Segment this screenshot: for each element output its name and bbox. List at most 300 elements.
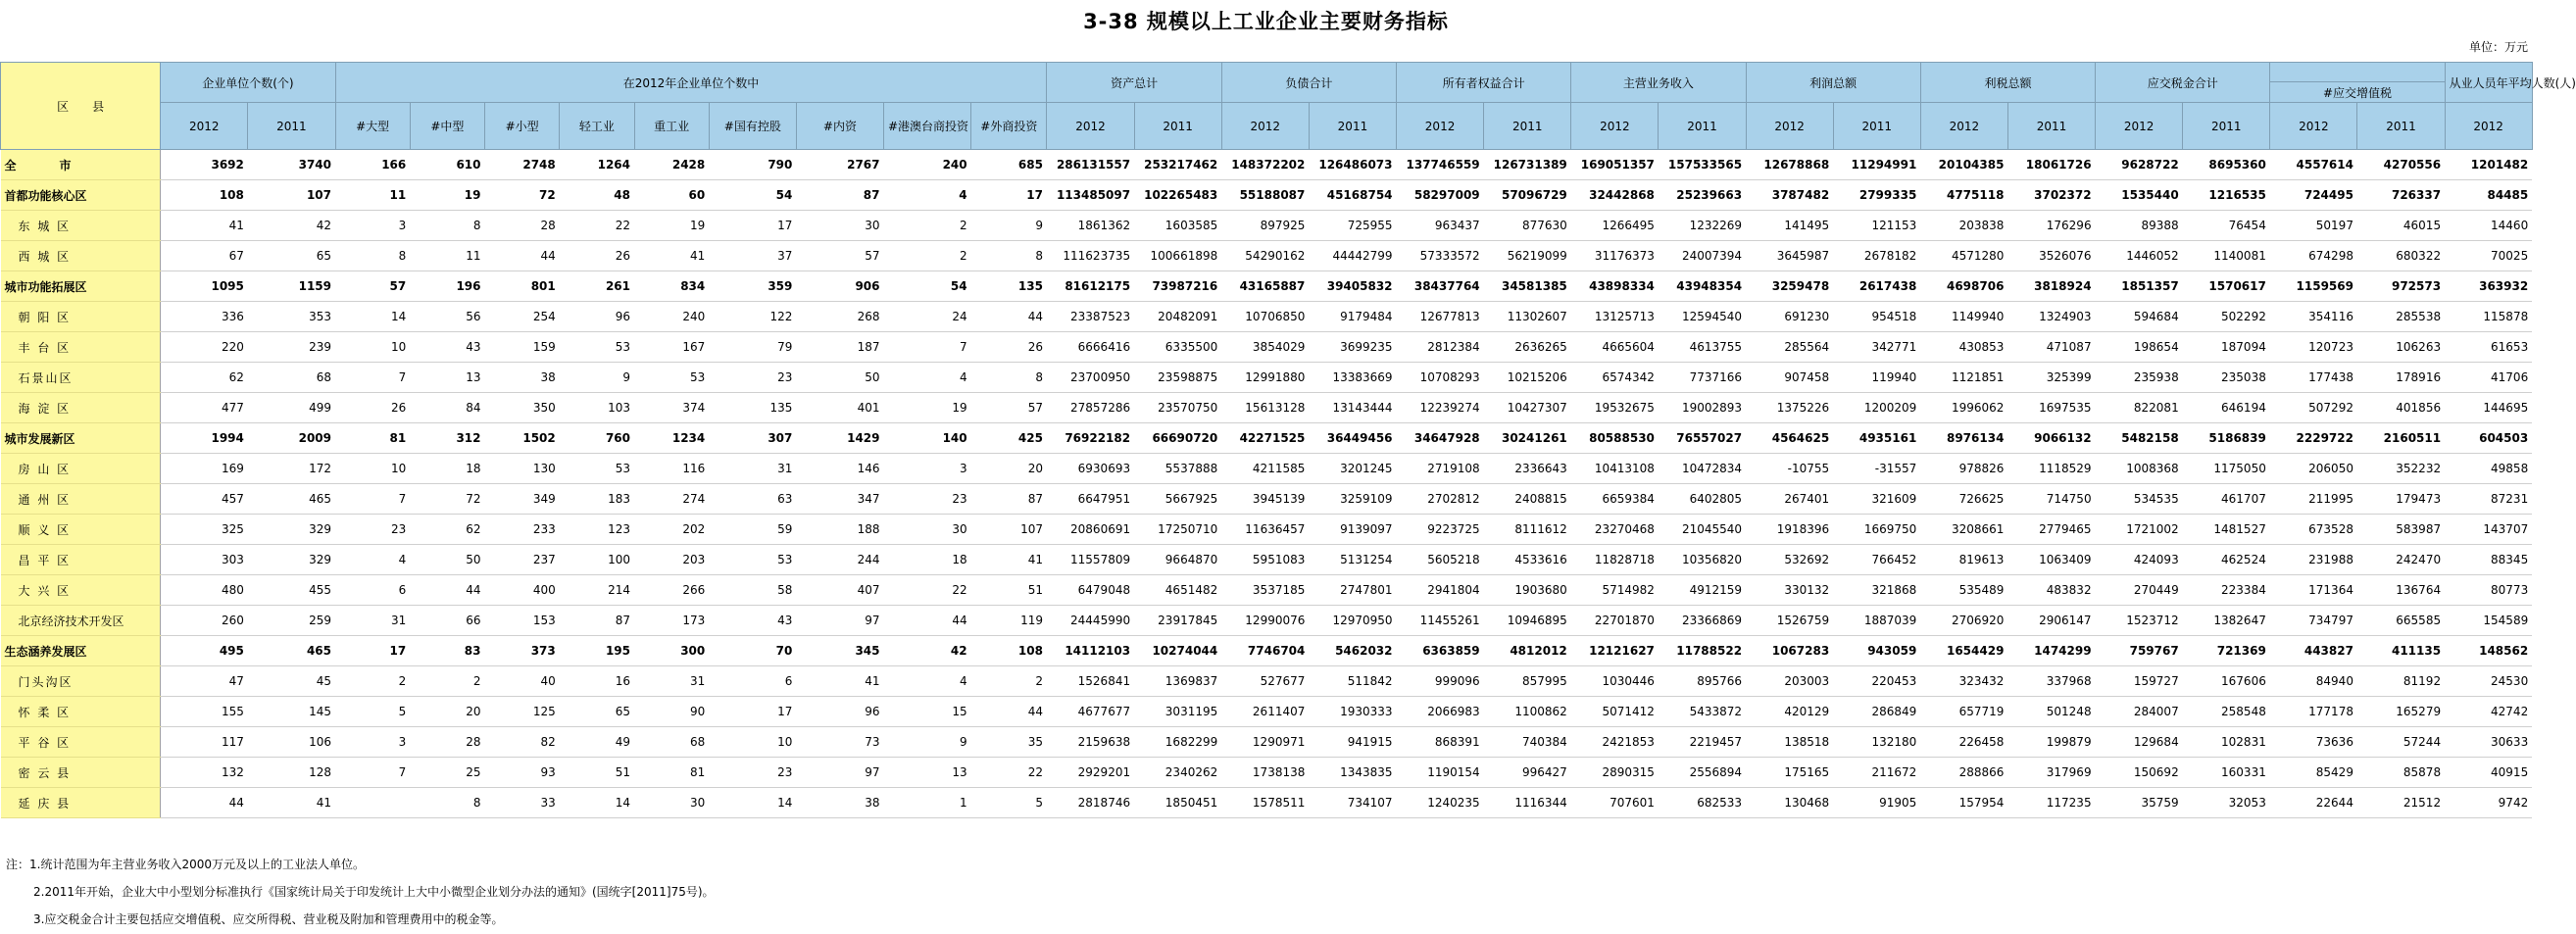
table-cell: 646194 — [2183, 393, 2270, 423]
table-cell: 3031195 — [1134, 697, 1221, 727]
table-cell: 10274044 — [1134, 636, 1221, 666]
table-cell: 179473 — [2357, 484, 2445, 515]
table-cell: 8 — [971, 363, 1047, 393]
table-cell: 23 — [335, 515, 410, 545]
table-cell: 665585 — [2357, 606, 2445, 636]
region-name: 北京经济技术开发区 — [1, 606, 161, 636]
table-cell: 68 — [248, 363, 335, 393]
table-cell: 11828718 — [1571, 545, 1659, 575]
table-cell: 154589 — [2445, 606, 2532, 636]
table-cell: 103 — [560, 393, 634, 423]
table-row — [1, 241, 2533, 271]
table-cell: 1063409 — [2007, 545, 2095, 575]
table-cell: 160331 — [2183, 758, 2270, 788]
table-cell: 457 — [161, 484, 248, 515]
table-cell: 4564625 — [1746, 423, 1833, 454]
table-cell: 107 — [248, 180, 335, 211]
table-cell: 325399 — [2007, 363, 2095, 393]
table-cell: 10706850 — [1221, 302, 1309, 332]
table-cell: 148562 — [2445, 636, 2532, 666]
table-cell: 44 — [410, 575, 484, 606]
table-cell: 84 — [410, 393, 484, 423]
table-cell: 167 — [634, 332, 709, 363]
header-year-2011: 2011 — [1134, 103, 1221, 150]
table-cell: 307 — [709, 423, 796, 454]
table-cell: 16 — [560, 666, 634, 697]
table-cell: 1067283 — [1746, 636, 1833, 666]
table-cell: 2702812 — [1397, 484, 1484, 515]
table-cell — [335, 788, 410, 818]
table-cell: 1216535 — [2183, 180, 2270, 211]
table-row — [1, 606, 2533, 636]
table-cell: 42742 — [2445, 697, 2532, 727]
table-row — [1, 697, 2533, 727]
region-name: 城市功能拓展区 — [1, 271, 161, 302]
table-cell: 9742 — [2445, 788, 2532, 818]
table-row — [1, 454, 2533, 484]
header-year-2012: 2012 — [1397, 103, 1484, 150]
table-cell: 132180 — [1833, 727, 1920, 758]
header-assets: 资产总计 — [1047, 63, 1221, 103]
table-row — [1, 758, 2533, 788]
table-row — [1, 393, 2533, 423]
table-cell: 23 — [709, 363, 796, 393]
table-cell: 10 — [335, 332, 410, 363]
table-row — [1, 211, 2533, 241]
table-cell: 5667925 — [1134, 484, 1221, 515]
table-cell: 2229722 — [2270, 423, 2357, 454]
table-cell: 202 — [634, 515, 709, 545]
table-row — [1, 545, 2533, 575]
table-cell: 349 — [485, 484, 560, 515]
region-name: 大 兴 区 — [1, 575, 161, 606]
table-cell: 2611407 — [1221, 697, 1309, 727]
table-cell: 996427 — [1484, 758, 1571, 788]
table-cell: 14460 — [2445, 211, 2532, 241]
table-cell: 465 — [248, 636, 335, 666]
table-cell: 30 — [884, 515, 971, 545]
table-cell: 4557614 — [2270, 150, 2357, 180]
table-cell: 223384 — [2183, 575, 2270, 606]
region-name: 延 庆 县 — [1, 788, 161, 818]
table-cell: 66690720 — [1134, 423, 1221, 454]
table-cell: 680322 — [2357, 241, 2445, 271]
table-cell: 34581385 — [1484, 271, 1571, 302]
table-cell: 1851357 — [2096, 271, 2183, 302]
table-cell: 285564 — [1746, 332, 1833, 363]
table-cell: 4571280 — [1920, 241, 2007, 271]
table-cell: 57096729 — [1484, 180, 1571, 211]
table-cell: 502292 — [2183, 302, 2270, 332]
table-cell: 790 — [709, 150, 796, 180]
table-cell: 123 — [560, 515, 634, 545]
table-cell: 726337 — [2357, 180, 2445, 211]
table-cell: 239 — [248, 332, 335, 363]
table-cell: 471087 — [2007, 332, 2095, 363]
region-name: 朝 阳 区 — [1, 302, 161, 332]
table-cell: 6363859 — [1397, 636, 1484, 666]
region-name: 密 云 县 — [1, 758, 161, 788]
table-cell: 11455261 — [1397, 606, 1484, 636]
table-cell: 116 — [634, 454, 709, 484]
table-row — [1, 302, 2533, 332]
table-cell: 20 — [971, 454, 1047, 484]
header-sub-8: #外商投资 — [971, 103, 1047, 150]
table-cell: 2706920 — [1920, 606, 2007, 636]
table-cell: 66 — [410, 606, 484, 636]
table-cell: 9 — [971, 211, 1047, 241]
table-cell: 1603585 — [1134, 211, 1221, 241]
table-cell: 73 — [796, 727, 883, 758]
table-cell: 33 — [485, 788, 560, 818]
table-cell: 120723 — [2270, 332, 2357, 363]
table-cell: 137746559 — [1397, 150, 1484, 180]
table-cell: 10946895 — [1484, 606, 1571, 636]
table-cell: 57 — [796, 241, 883, 271]
table-cell: 1996062 — [1920, 393, 2007, 423]
table-cell: 286849 — [1833, 697, 1920, 727]
table-cell: 30241261 — [1484, 423, 1571, 454]
table-cell: 1343835 — [1309, 758, 1396, 788]
footnote-2: 2.2011年开始，企业大中小型划分标准执行《国家统计局关于印发统计上大中小微型企业划分办法的通知》(国统字[2011]75号)。 — [33, 885, 715, 899]
table-cell: 57 — [971, 393, 1047, 423]
table-cell: 2159638 — [1047, 727, 1134, 758]
table-cell: 15613128 — [1221, 393, 1309, 423]
table-cell: 3945139 — [1221, 484, 1309, 515]
table-cell: 44 — [971, 697, 1047, 727]
table-cell: 54 — [709, 180, 796, 211]
table-cell: 1526841 — [1047, 666, 1134, 697]
table-cell: 50 — [410, 545, 484, 575]
table-cell: 1159569 — [2270, 271, 2357, 302]
table-cell: 122 — [709, 302, 796, 332]
table-cell: 10427307 — [1484, 393, 1571, 423]
table-cell: 260 — [161, 606, 248, 636]
table-cell: 119940 — [1833, 363, 1920, 393]
table-cell: 6335500 — [1134, 332, 1221, 363]
table-cell: 18 — [410, 454, 484, 484]
table-cell: 12121627 — [1571, 636, 1659, 666]
table-cell: 172 — [248, 454, 335, 484]
table-row — [1, 666, 2533, 697]
table-cell: 6930693 — [1047, 454, 1134, 484]
table-cell: 4 — [335, 545, 410, 575]
table-cell: 9628722 — [2096, 150, 2183, 180]
table-cell: 5482158 — [2096, 423, 2183, 454]
table-cell: 20482091 — [1134, 302, 1221, 332]
table-cell: 954518 — [1833, 302, 1920, 332]
table-cell: 44442799 — [1309, 241, 1396, 271]
table-cell: 70 — [709, 636, 796, 666]
table-cell: 288866 — [1920, 758, 2007, 788]
table-cell: 59 — [709, 515, 796, 545]
table-cell: 22 — [971, 758, 1047, 788]
table-cell: 1008368 — [2096, 454, 2183, 484]
table-row — [1, 332, 2533, 363]
table-cell: 126731389 — [1484, 150, 1571, 180]
table-cell: 1290971 — [1221, 727, 1309, 758]
table-cell: 501248 — [2007, 697, 2095, 727]
table-cell: 5537888 — [1134, 454, 1221, 484]
table-cell: 24007394 — [1659, 241, 1746, 271]
table-cell: 2890315 — [1571, 758, 1659, 788]
table-cell: 19532675 — [1571, 393, 1659, 423]
table-cell: 511842 — [1309, 666, 1396, 697]
financial-indicators-table — [0, 62, 2576, 818]
table-cell: 1523712 — [2096, 606, 2183, 636]
table-cell: 13143444 — [1309, 393, 1396, 423]
table-cell: 91905 — [1833, 788, 1920, 818]
table-cell: 9 — [560, 363, 634, 393]
table-cell: 430853 — [1920, 332, 2007, 363]
table-cell: 76557027 — [1659, 423, 1746, 454]
table-cell: 68 — [634, 727, 709, 758]
table-cell: 721369 — [2183, 636, 2270, 666]
header-equity: 所有者权益合计 — [1397, 63, 1571, 103]
header-year-2012: 2012 — [1571, 103, 1659, 150]
table-cell: 28 — [410, 727, 484, 758]
region-name: 顺 义 区 — [1, 515, 161, 545]
table-cell: 41 — [796, 666, 883, 697]
table-cell: 1264 — [560, 150, 634, 180]
table-cell: 1190154 — [1397, 758, 1484, 788]
table-cell: 6659384 — [1571, 484, 1659, 515]
table-cell: 81 — [335, 423, 410, 454]
table-cell: 499 — [248, 393, 335, 423]
table-cell: 13125713 — [1571, 302, 1659, 332]
table-cell: 42 — [248, 211, 335, 241]
table-row — [1, 180, 2533, 211]
table-cell: 70025 — [2445, 241, 2532, 271]
table-cell: 53 — [560, 454, 634, 484]
table-cell: 51 — [971, 575, 1047, 606]
table-row — [1, 271, 2533, 302]
region-name: 西 城 区 — [1, 241, 161, 271]
header-sub-3: 轻工业 — [560, 103, 634, 150]
table-cell: 157954 — [1920, 788, 2007, 818]
table-cell: 507292 — [2270, 393, 2357, 423]
table-cell: 259 — [248, 606, 335, 636]
header-revenue: 主营业务收入 — [1571, 63, 1746, 103]
table-cell: 76454 — [2183, 211, 2270, 241]
table-cell: 146 — [796, 454, 883, 484]
table-cell: 5186839 — [2183, 423, 2270, 454]
table-cell: 8976134 — [1920, 423, 2007, 454]
table-cell: 963437 — [1397, 211, 1484, 241]
table-cell: 1738138 — [1221, 758, 1309, 788]
table-cell: 268 — [796, 302, 883, 332]
table-cell: 19 — [410, 180, 484, 211]
table-cell: 165279 — [2357, 697, 2445, 727]
table-cell: 100661898 — [1134, 241, 1221, 271]
table-cell: 1382647 — [2183, 606, 2270, 636]
table-cell: 480 — [161, 575, 248, 606]
table-cell: 6647951 — [1047, 484, 1134, 515]
table-cell: 1669750 — [1833, 515, 1920, 545]
table-cell: 12991880 — [1221, 363, 1309, 393]
table-cell: 113485097 — [1047, 180, 1134, 211]
table-cell: 65 — [248, 241, 335, 271]
region-name: 门头沟区 — [1, 666, 161, 697]
table-cell: 231988 — [2270, 545, 2357, 575]
table-cell: 10413108 — [1571, 454, 1659, 484]
table-cell: 3201245 — [1309, 454, 1396, 484]
table-cell: 65 — [560, 697, 634, 727]
table-cell: 240 — [884, 150, 971, 180]
table-cell: 906 — [796, 271, 883, 302]
table-cell: 22644 — [2270, 788, 2357, 818]
table-cell: 407 — [796, 575, 883, 606]
table-cell: 128 — [248, 758, 335, 788]
table-cell: 159727 — [2096, 666, 2183, 697]
table-cell: 178916 — [2357, 363, 2445, 393]
table-cell: 3 — [884, 454, 971, 484]
table-cell: 144695 — [2445, 393, 2532, 423]
table-cell: 80588530 — [1571, 423, 1659, 454]
table-cell: 11294991 — [1833, 150, 1920, 180]
table-cell: 9179484 — [1309, 302, 1396, 332]
table-cell: 115878 — [2445, 302, 2532, 332]
region-name: 石景山区 — [1, 363, 161, 393]
table-cell: 3702372 — [2007, 180, 2095, 211]
table-cell: 31176373 — [1571, 241, 1659, 271]
table-cell: 50197 — [2270, 211, 2357, 241]
table-cell: 274 — [634, 484, 709, 515]
table-cell: 2340262 — [1134, 758, 1221, 788]
table-cell: 2799335 — [1833, 180, 1920, 211]
table-body — [1, 150, 2533, 818]
table-cell: 329 — [248, 545, 335, 575]
table-cell: 36449456 — [1309, 423, 1396, 454]
table-cell: 401856 — [2357, 393, 2445, 423]
table-cell: 5951083 — [1221, 545, 1309, 575]
header-year-2011: 2011 — [1833, 103, 1920, 150]
table-cell: 25 — [410, 758, 484, 788]
header-sub-1: #中型 — [410, 103, 484, 150]
table-cell: 18061726 — [2007, 150, 2095, 180]
table-cell: 10 — [709, 727, 796, 758]
table-cell: 374 — [634, 393, 709, 423]
table-cell: 43165887 — [1221, 271, 1309, 302]
header-year-2011: 2011 — [2183, 103, 2270, 150]
header-year-2011: 2011 — [1659, 103, 1746, 150]
table-cell: 61653 — [2445, 332, 2532, 363]
table-cell: 14 — [335, 302, 410, 332]
table-cell: 26 — [971, 332, 1047, 363]
footnote-1: 注：1.统计范围为年主营业务收入2000万元及以上的工业法人单位。 — [6, 858, 365, 871]
table-cell: 19 — [634, 211, 709, 241]
table-cell: 425 — [971, 423, 1047, 454]
table-cell: 41 — [248, 788, 335, 818]
table-cell: 266 — [634, 575, 709, 606]
table-cell: 187 — [796, 332, 883, 363]
table-cell: 3692 — [161, 150, 248, 180]
table-cell: 1535440 — [2096, 180, 2183, 211]
table-cell: 2812384 — [1397, 332, 1484, 363]
table-cell: 176296 — [2007, 211, 2095, 241]
table-cell: 8 — [335, 241, 410, 271]
table-cell: 175165 — [1746, 758, 1833, 788]
table-cell: 359 — [709, 271, 796, 302]
table-cell: 38 — [796, 788, 883, 818]
table-cell: 3 — [335, 727, 410, 758]
table-cell: 12239274 — [1397, 393, 1484, 423]
table-cell: 187094 — [2183, 332, 2270, 363]
table-cell: 45168754 — [1309, 180, 1396, 211]
table-cell: 3787482 — [1746, 180, 1833, 211]
table-cell: 1100862 — [1484, 697, 1571, 727]
table-cell: 5 — [971, 788, 1047, 818]
table-cell: 43 — [709, 606, 796, 636]
table-cell: 96 — [796, 697, 883, 727]
table-cell: 6 — [709, 666, 796, 697]
table-cell: 173 — [634, 606, 709, 636]
table-cell: 1918396 — [1746, 515, 1833, 545]
table-cell: 2719108 — [1397, 454, 1484, 484]
table-cell: 1721002 — [2096, 515, 2183, 545]
table-cell: 141495 — [1746, 211, 1833, 241]
table-cell: 3740 — [248, 150, 335, 180]
table-cell: 325 — [161, 515, 248, 545]
table-cell: 62 — [161, 363, 248, 393]
table-cell: 199879 — [2007, 727, 2095, 758]
table-cell: 53 — [709, 545, 796, 575]
table-cell: 10708293 — [1397, 363, 1484, 393]
table-cell: 285538 — [2357, 302, 2445, 332]
table-cell: 4270556 — [2357, 150, 2445, 180]
table-cell: 23570750 — [1134, 393, 1221, 423]
table-cell: 47 — [161, 666, 248, 697]
table-cell: 44 — [485, 241, 560, 271]
table-cell: 895766 — [1659, 666, 1746, 697]
table-cell: 270449 — [2096, 575, 2183, 606]
table-cell: 17 — [971, 180, 1047, 211]
table-cell: 4677677 — [1047, 697, 1134, 727]
table-row — [1, 423, 2533, 454]
table-cell: 4211585 — [1221, 454, 1309, 484]
table-cell: -31557 — [1833, 454, 1920, 484]
table-row — [1, 727, 2533, 758]
table-cell: 84940 — [2270, 666, 2357, 697]
table-cell: 2009 — [248, 423, 335, 454]
table-cell: 941915 — [1309, 727, 1396, 758]
table-cell: 11557809 — [1047, 545, 1134, 575]
table-cell: 5131254 — [1309, 545, 1396, 575]
table-cell: 23387523 — [1047, 302, 1134, 332]
table-cell: 57 — [335, 271, 410, 302]
table-cell: 206050 — [2270, 454, 2357, 484]
table-cell: 4 — [884, 180, 971, 211]
table-cell: 1930333 — [1309, 697, 1396, 727]
table-cell: 183 — [560, 484, 634, 515]
table-cell: 17250710 — [1134, 515, 1221, 545]
table-cell: 45 — [248, 666, 335, 697]
table-cell: 461707 — [2183, 484, 2270, 515]
header-sub-4: 重工业 — [634, 103, 709, 150]
table-cell: 1175050 — [2183, 454, 2270, 484]
table-cell: 41 — [161, 211, 248, 241]
table-cell: 20860691 — [1047, 515, 1134, 545]
table-cell: 56 — [410, 302, 484, 332]
table-cell: 2 — [971, 666, 1047, 697]
table-cell: 3208661 — [1920, 515, 2007, 545]
table-cell: 583987 — [2357, 515, 2445, 545]
table-cell: 87231 — [2445, 484, 2532, 515]
table-cell: 1578511 — [1221, 788, 1309, 818]
table-cell: 28 — [485, 211, 560, 241]
table-cell: 4613755 — [1659, 332, 1746, 363]
table-cell: 43948354 — [1659, 271, 1746, 302]
